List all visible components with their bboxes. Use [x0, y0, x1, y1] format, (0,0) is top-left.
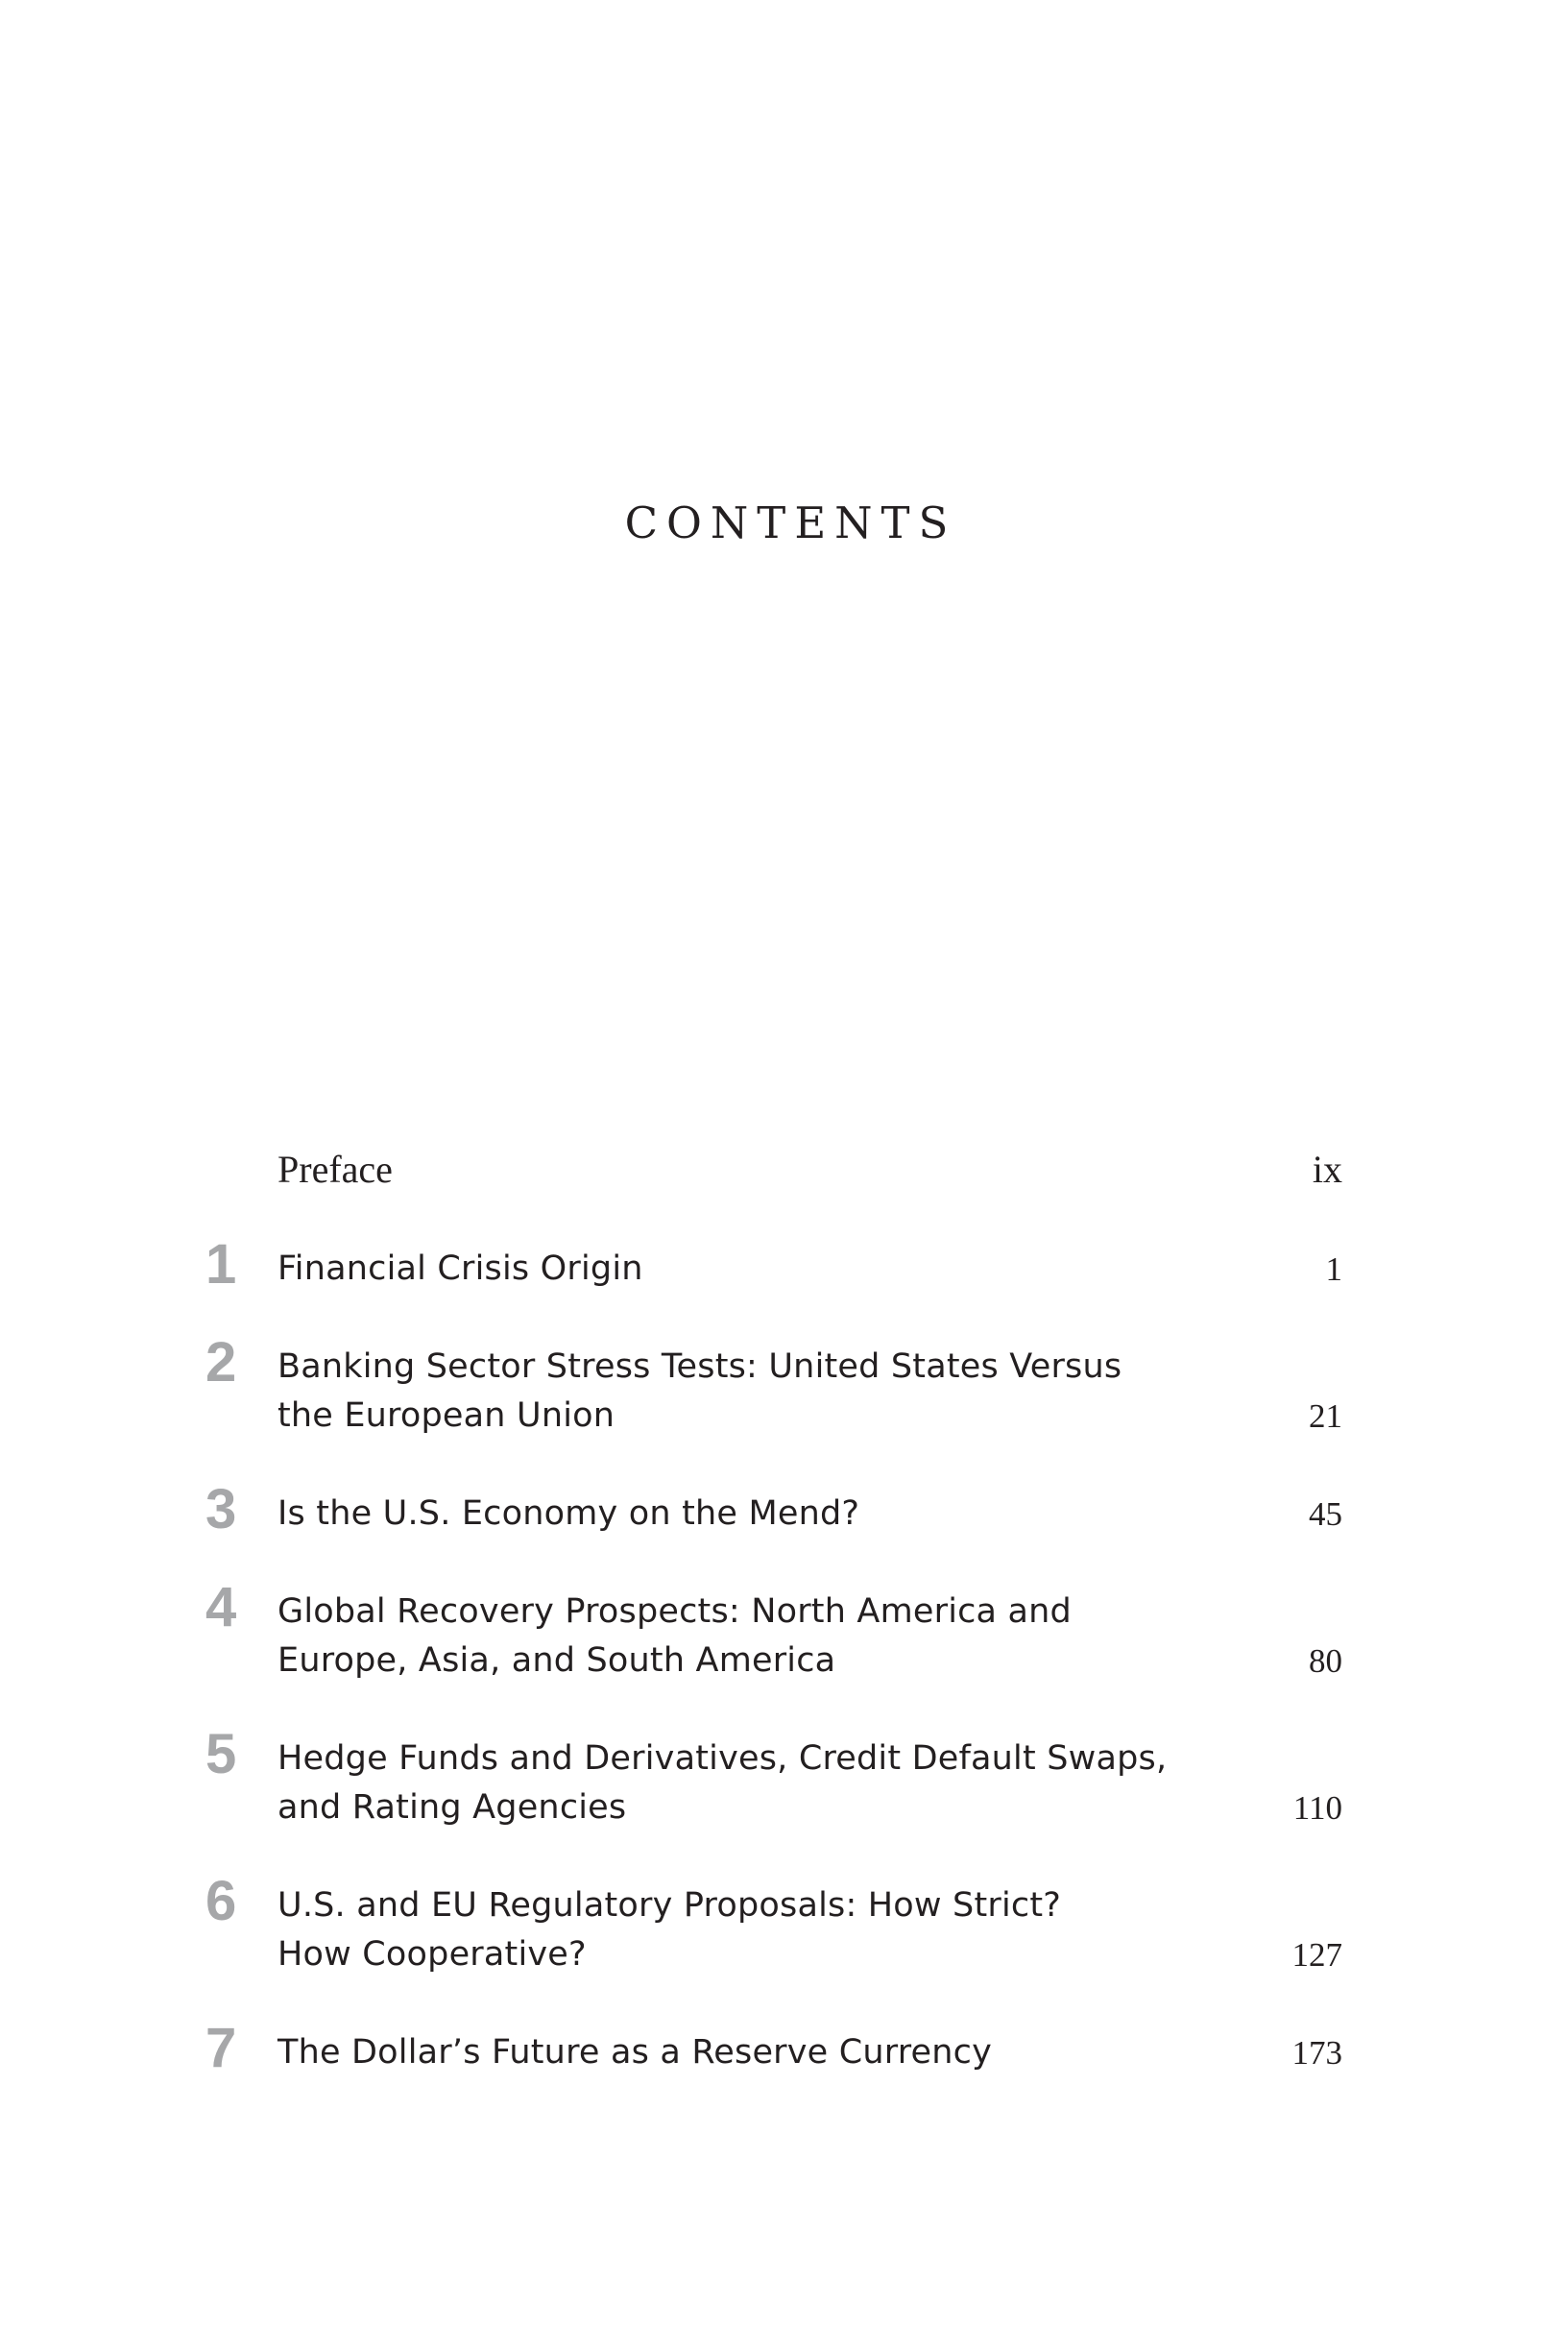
toc-entry-page-number: ix	[1312, 1148, 1342, 1191]
chapter-title-line: How Cooperative?	[277, 1935, 587, 1974]
toc-entry-page-number: 110	[1292, 1789, 1342, 1827]
chapter-number: 7	[205, 2017, 237, 2079]
toc-entry-title: Preface	[277, 1148, 393, 1191]
toc-entry-page-number: 127	[1291, 1936, 1342, 1974]
chapter-title-line: Europe, Asia, and South America	[277, 1641, 836, 1680]
chapter-number: 3	[205, 1478, 237, 1540]
chapter-title-line: Financial Crisis Origin	[277, 1249, 643, 1288]
chapter-number: 5	[205, 1723, 237, 1785]
chapter-number: 2	[205, 1331, 237, 1394]
toc-entry-page-number: 173	[1291, 2034, 1342, 2072]
chapter-title-line: Hedge Funds and Derivatives, Credit Default Swaps,	[277, 1739, 1168, 1778]
toc-entry-page-number: 1	[1325, 1250, 1342, 1288]
chapter-number: 6	[205, 1870, 237, 1932]
chapter-title-line: The Dollar’s Future as a Reserve Currency	[277, 2033, 993, 2072]
chapter-title-line: the European Union	[277, 1396, 615, 1435]
chapter-title-line: Banking Sector Stress Tests: United States Versus	[277, 1347, 1122, 1386]
page-title: CONTENTS	[624, 497, 957, 548]
toc-entry-page-number: 21	[1309, 1397, 1342, 1435]
chapter-title-line: Global Recovery Prospects: North America and	[277, 1592, 1072, 1631]
chapter-title-line: U.S. and EU Regulatory Proposals: How Strict?	[277, 1886, 1062, 1925]
toc-entry-page-number: 45	[1309, 1495, 1342, 1533]
chapter-title-line: and Rating Agencies	[277, 1788, 627, 1827]
chapter-number: 4	[205, 1576, 237, 1638]
toc-entry-page-number: 80	[1309, 1642, 1342, 1680]
chapter-title-line: Is the U.S. Economy on the Mend?	[277, 1494, 860, 1533]
chapter-number: 1	[205, 1233, 237, 1296]
